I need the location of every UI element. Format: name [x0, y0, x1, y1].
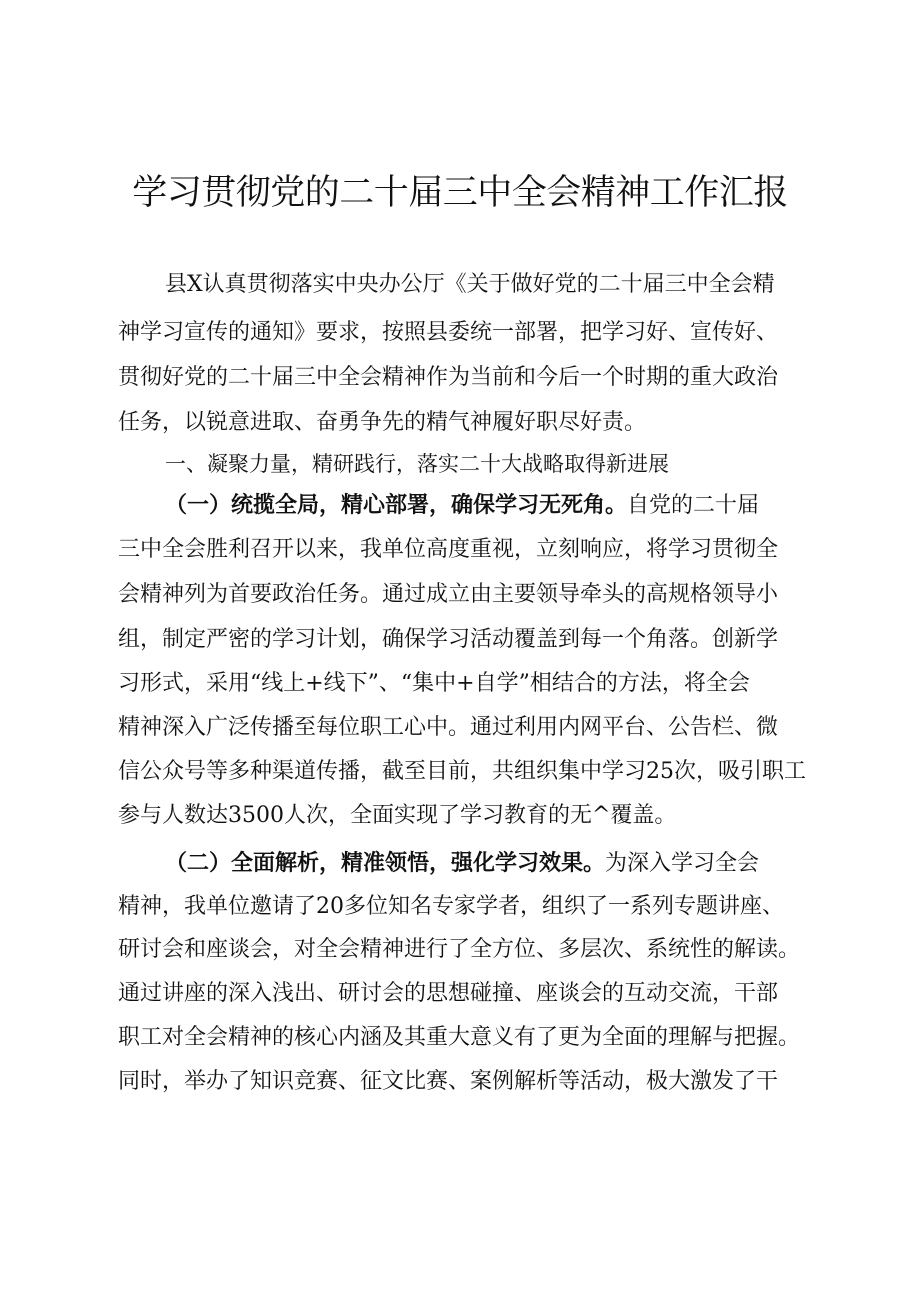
- body-line: 三中全会胜利召开以来，我单位高度重视，立刻响应，将学习贯彻全: [118, 537, 779, 562]
- section-heading-1: 一、凝聚力量，精研践行，落实二十大战略取得新进展: [165, 452, 669, 476]
- subsection-1-heading: （一）统揽全局，精心部署，确保学习无死角。: [165, 492, 628, 518]
- intro-line-2: 神学习宣传的通知》要求，按照县委统一部署，把学习好、宣传好、: [118, 320, 779, 345]
- subsection-1-first-line: [165, 485, 759, 525]
- body-line: 参与人数达3500人次，全面实现了学习教育的无^覆盖。: [118, 803, 677, 828]
- document-title: 学习贯彻党的二十届三中全会精神工作汇报: [132, 173, 788, 213]
- body-line: 会精神列为首要政治任务。通过成立由主要领导牵头的高规格领导小: [118, 582, 779, 607]
- subsection-2-first-line: [165, 843, 759, 883]
- body-line: 研讨会和座谈会，对全会精神进行了全方位、多层次、系统性的解读。: [118, 937, 801, 962]
- body-line: 信公众号等多种渠道传播，截至目前，共组织集中学习25次，吸引职工: [118, 759, 806, 784]
- body-line: 组，制定严密的学习计划，确保学习活动覆盖到每一个角落。创新学: [118, 627, 779, 652]
- body-line: 精神深入广泛传播至每位职工心中。通过利用内网平台、公告栏、微: [118, 715, 779, 740]
- body-line: 同时，举办了知识竞赛、征文比赛、案例解析等活动，极大激发了干: [118, 1069, 779, 1094]
- subsection-2-lead-text: 为深入学习全会: [605, 851, 760, 876]
- subsection-1-lead-text: 自党的二十届: [627, 493, 760, 518]
- body-line: 职工对全会精神的核心内涵及其重大意义有了更为全面的理解与把握。: [118, 1025, 801, 1050]
- intro-line-4: 任务，以锐意进取、奋勇争先的精气神履好职尽好责。: [118, 410, 647, 435]
- body-line: 习形式，采用“线上+线下”、“集中+自学”相结合的方法，将全会: [118, 671, 750, 696]
- body-line: 通过讲座的深入浅出、研讨会的思想碰撞、座谈会的互动交流，干部: [118, 981, 779, 1006]
- intro-line-1: 县X认真贯彻落实中央办公厅《关于做好党的二十届三中全会精: [165, 272, 775, 297]
- intro-line-3: 贯彻好党的二十届三中全会精神作为当前和今后一个时期的重大政治: [118, 365, 779, 390]
- subsection-2-heading: （二）全面解析，精准领悟，强化学习效果。: [165, 850, 606, 876]
- body-line: 精神，我单位邀请了20多位知名专家学者，组织了一系列专题讲座、: [118, 894, 784, 919]
